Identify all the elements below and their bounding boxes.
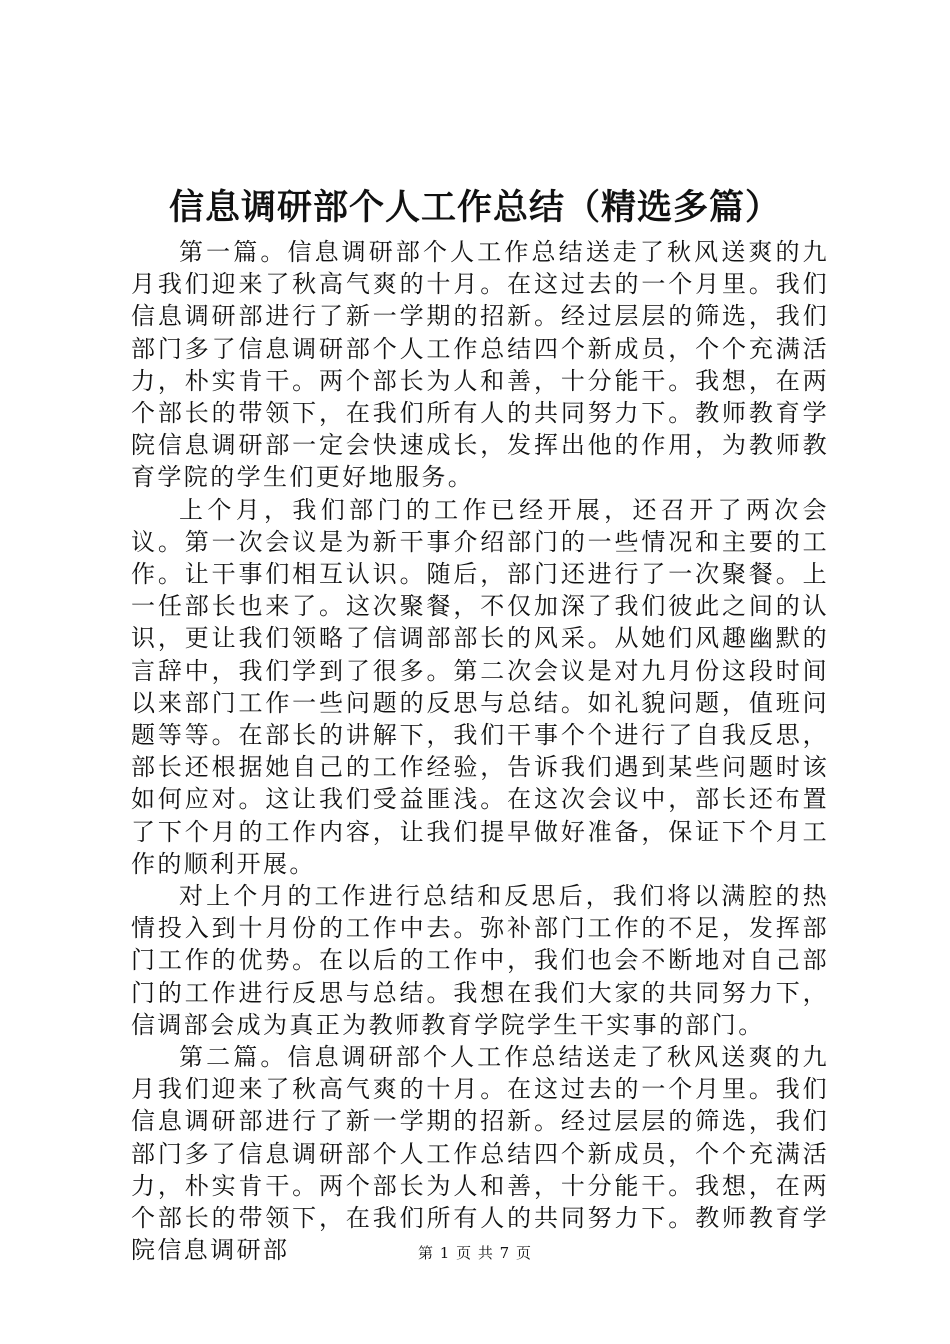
paragraph: 对上个月的工作进行总结和反思后，我们将以满腔的热情投入到十月份的工作中去。弥补部门工作的不足，发挥部门工作的优势。在以后的工作中，我们也会不断地对自己部门的工作进行反思与总结。我想在我们大家的共同努力下，信调部会成为真正为教师教育学院学生干实事的部门。 bbox=[131, 882, 829, 1039]
paragraph: 第二篇。信息调研部个人工作总结送走了秋风送爽的九月我们迎来了秋高气爽的十月。在这过去的一个月里。我们信息调研部进行了新一学期的招新。经过层层的筛选，我们部门多了信息调研部个人工作总结四个新成员，个个充满活力，朴实肯干。两个部长为人和善，十分能干。我想，在两个部长的带领下，在我们所有人的共同努力下。教师教育学院信息调研部 bbox=[131, 1043, 829, 1265]
paragraph: 上个月，我们部门的工作已经开展，还召开了两次会议。第一次会议是为新干事介绍部门的一些情况和主要的工作。让干事们相互认识。随后，部门还进行了一次聚餐。上一任部长也来了。这次聚餐，不仅加深了我们彼此之间的认识，更让我们领略了信调部部长的风采。从她们风趣幽默的言辞中，我们学到了很多。第二次会议是对九月份这段时间以来部门工作一些问题的反思与总结。如礼貌问题，值班问题等等。在部长的讲解下，我们干事个个进行了自我反思，部长还根据她自己的工作经验，告诉我们遇到某些问题时该如何应对。这让我们受益匪浅。在这次会议中，部长还布置了下个月的工作内容，让我们提早做好准备，保证下个月工作的顺利开展。 bbox=[131, 495, 829, 878]
page-footer: 第 1 页 共 7 页 bbox=[418, 1244, 532, 1262]
document-body bbox=[131, 236, 829, 1267]
paragraph: 第一篇。信息调研部个人工作总结送走了秋风送爽的九月我们迎来了秋高气爽的十月。在这过去的一个月里。我们信息调研部进行了新一学期的招新。经过层层的筛选，我们部门多了信息调研部个人工作总结四个新成员，个个充满活力，朴实肯干。两个部长为人和善，十分能干。我想，在两个部长的带领下，在我们所有人的共同努力下。教师教育学院信息调研部一定会快速成长，发挥出他的作用，为教师教育学院的学生们更好地服务。 bbox=[131, 238, 829, 492]
document-title: 信息调研部个人工作总结（精选多篇） bbox=[168, 187, 781, 228]
